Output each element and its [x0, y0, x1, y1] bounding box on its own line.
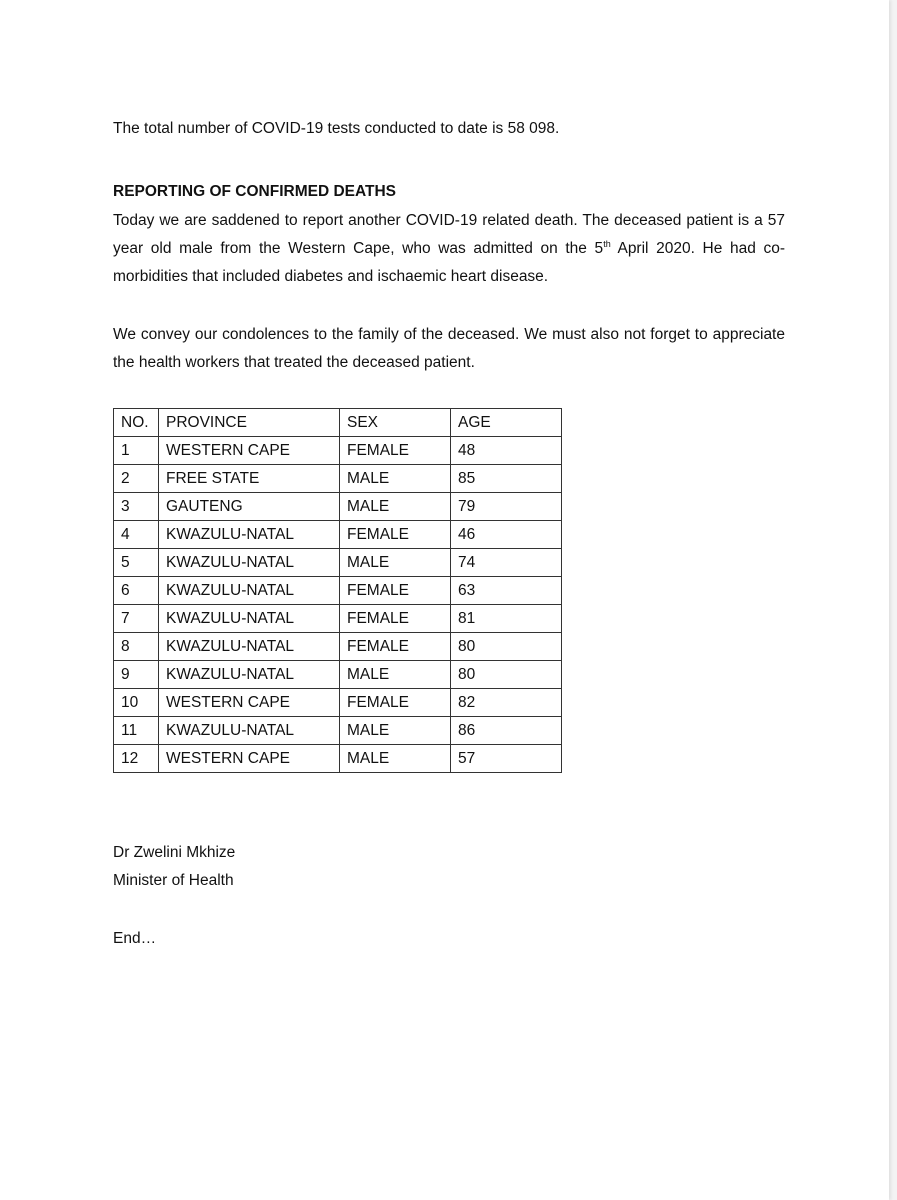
- cell-province: FREE STATE: [159, 465, 340, 493]
- cell-province: KWAZULU-NATAL: [159, 717, 340, 745]
- cell-no: 5: [114, 549, 159, 577]
- cell-no: 11: [114, 717, 159, 745]
- cell-no: 8: [114, 633, 159, 661]
- cell-sex: MALE: [340, 549, 451, 577]
- table-row: [114, 661, 562, 689]
- signatory-name: Dr Zwelini Mkhize: [113, 844, 236, 861]
- cell-no: 7: [114, 605, 159, 633]
- header-age: AGE: [451, 409, 562, 437]
- cell-no: 4: [114, 521, 159, 549]
- condolences-paragraph: We convey our condolences to the family of the deceased. We must also not forget to appreciate the health workers that treated the deceased patient.: [113, 326, 785, 371]
- cell-province: GAUTENG: [159, 493, 340, 521]
- table-row: [114, 437, 562, 465]
- table-row: [114, 493, 562, 521]
- header-no: NO.: [114, 409, 159, 437]
- signatory-title: Minister of Health: [113, 872, 234, 889]
- cell-sex: MALE: [340, 493, 451, 521]
- cell-no: 12: [114, 745, 159, 773]
- cell-age: 80: [451, 661, 562, 689]
- cell-province: KWAZULU-NATAL: [159, 633, 340, 661]
- cell-sex: FEMALE: [340, 689, 451, 717]
- cell-province: KWAZULU-NATAL: [159, 577, 340, 605]
- table-row: [114, 521, 562, 549]
- cell-sex: FEMALE: [340, 605, 451, 633]
- cell-age: 85: [451, 465, 562, 493]
- table-header-row: [114, 409, 562, 437]
- cell-sex: FEMALE: [340, 633, 451, 661]
- cell-province: KWAZULU-NATAL: [159, 661, 340, 689]
- header-sex: SEX: [340, 409, 451, 437]
- cell-age: 63: [451, 577, 562, 605]
- table-row: [114, 633, 562, 661]
- cell-age: 80: [451, 633, 562, 661]
- cell-age: 82: [451, 689, 562, 717]
- tests-total-text: The total number of COVID-19 tests conducted to date is 58 098.: [113, 120, 560, 137]
- ordinal-suffix: th: [603, 239, 611, 249]
- table-row: [114, 689, 562, 717]
- table-row: [114, 717, 562, 745]
- cell-province: KWAZULU-NATAL: [159, 521, 340, 549]
- table-row: [114, 605, 562, 633]
- cell-province: WESTERN CAPE: [159, 437, 340, 465]
- cell-sex: MALE: [340, 661, 451, 689]
- cell-no: 10: [114, 689, 159, 717]
- death-report-paragraph: [113, 207, 785, 291]
- death-report-text-part1: Today we are saddened to report another COVID-19 related death. The deceased patient is a 57 year old male from the Western Cape, who was admitted on the 5: [113, 212, 785, 257]
- cell-no: 3: [114, 493, 159, 521]
- cell-sex: FEMALE: [340, 521, 451, 549]
- cell-age: 81: [451, 605, 562, 633]
- header-province: PROVINCE: [159, 409, 340, 437]
- deaths-heading: REPORTING OF CONFIRMED DEATHS: [113, 183, 397, 200]
- cell-age: 48: [451, 437, 562, 465]
- cell-age: 46: [451, 521, 562, 549]
- deaths-table-body: [114, 409, 562, 773]
- cell-province: KWAZULU-NATAL: [159, 605, 340, 633]
- cell-province: WESTERN CAPE: [159, 745, 340, 773]
- cell-province: KWAZULU-NATAL: [159, 549, 340, 577]
- cell-age: 86: [451, 717, 562, 745]
- cell-no: 2: [114, 465, 159, 493]
- deaths-table: [113, 408, 562, 773]
- cell-sex: FEMALE: [340, 437, 451, 465]
- death-report-text-part2: April 2020. He had co-morbidities that included diabetes and ischaemic heart disease.: [113, 240, 785, 285]
- cell-sex: MALE: [340, 745, 451, 773]
- cell-sex: MALE: [340, 465, 451, 493]
- end-marker: End…: [113, 930, 157, 947]
- cell-no: 6: [114, 577, 159, 605]
- cell-no: 1: [114, 437, 159, 465]
- cell-age: 57: [451, 745, 562, 773]
- cell-no: 9: [114, 661, 159, 689]
- cell-province: WESTERN CAPE: [159, 689, 340, 717]
- cell-age: 79: [451, 493, 562, 521]
- table-row: [114, 465, 562, 493]
- table-row: [114, 745, 562, 773]
- table-row: [114, 549, 562, 577]
- table-row: [114, 577, 562, 605]
- cell-sex: FEMALE: [340, 577, 451, 605]
- cell-sex: MALE: [340, 717, 451, 745]
- cell-age: 74: [451, 549, 562, 577]
